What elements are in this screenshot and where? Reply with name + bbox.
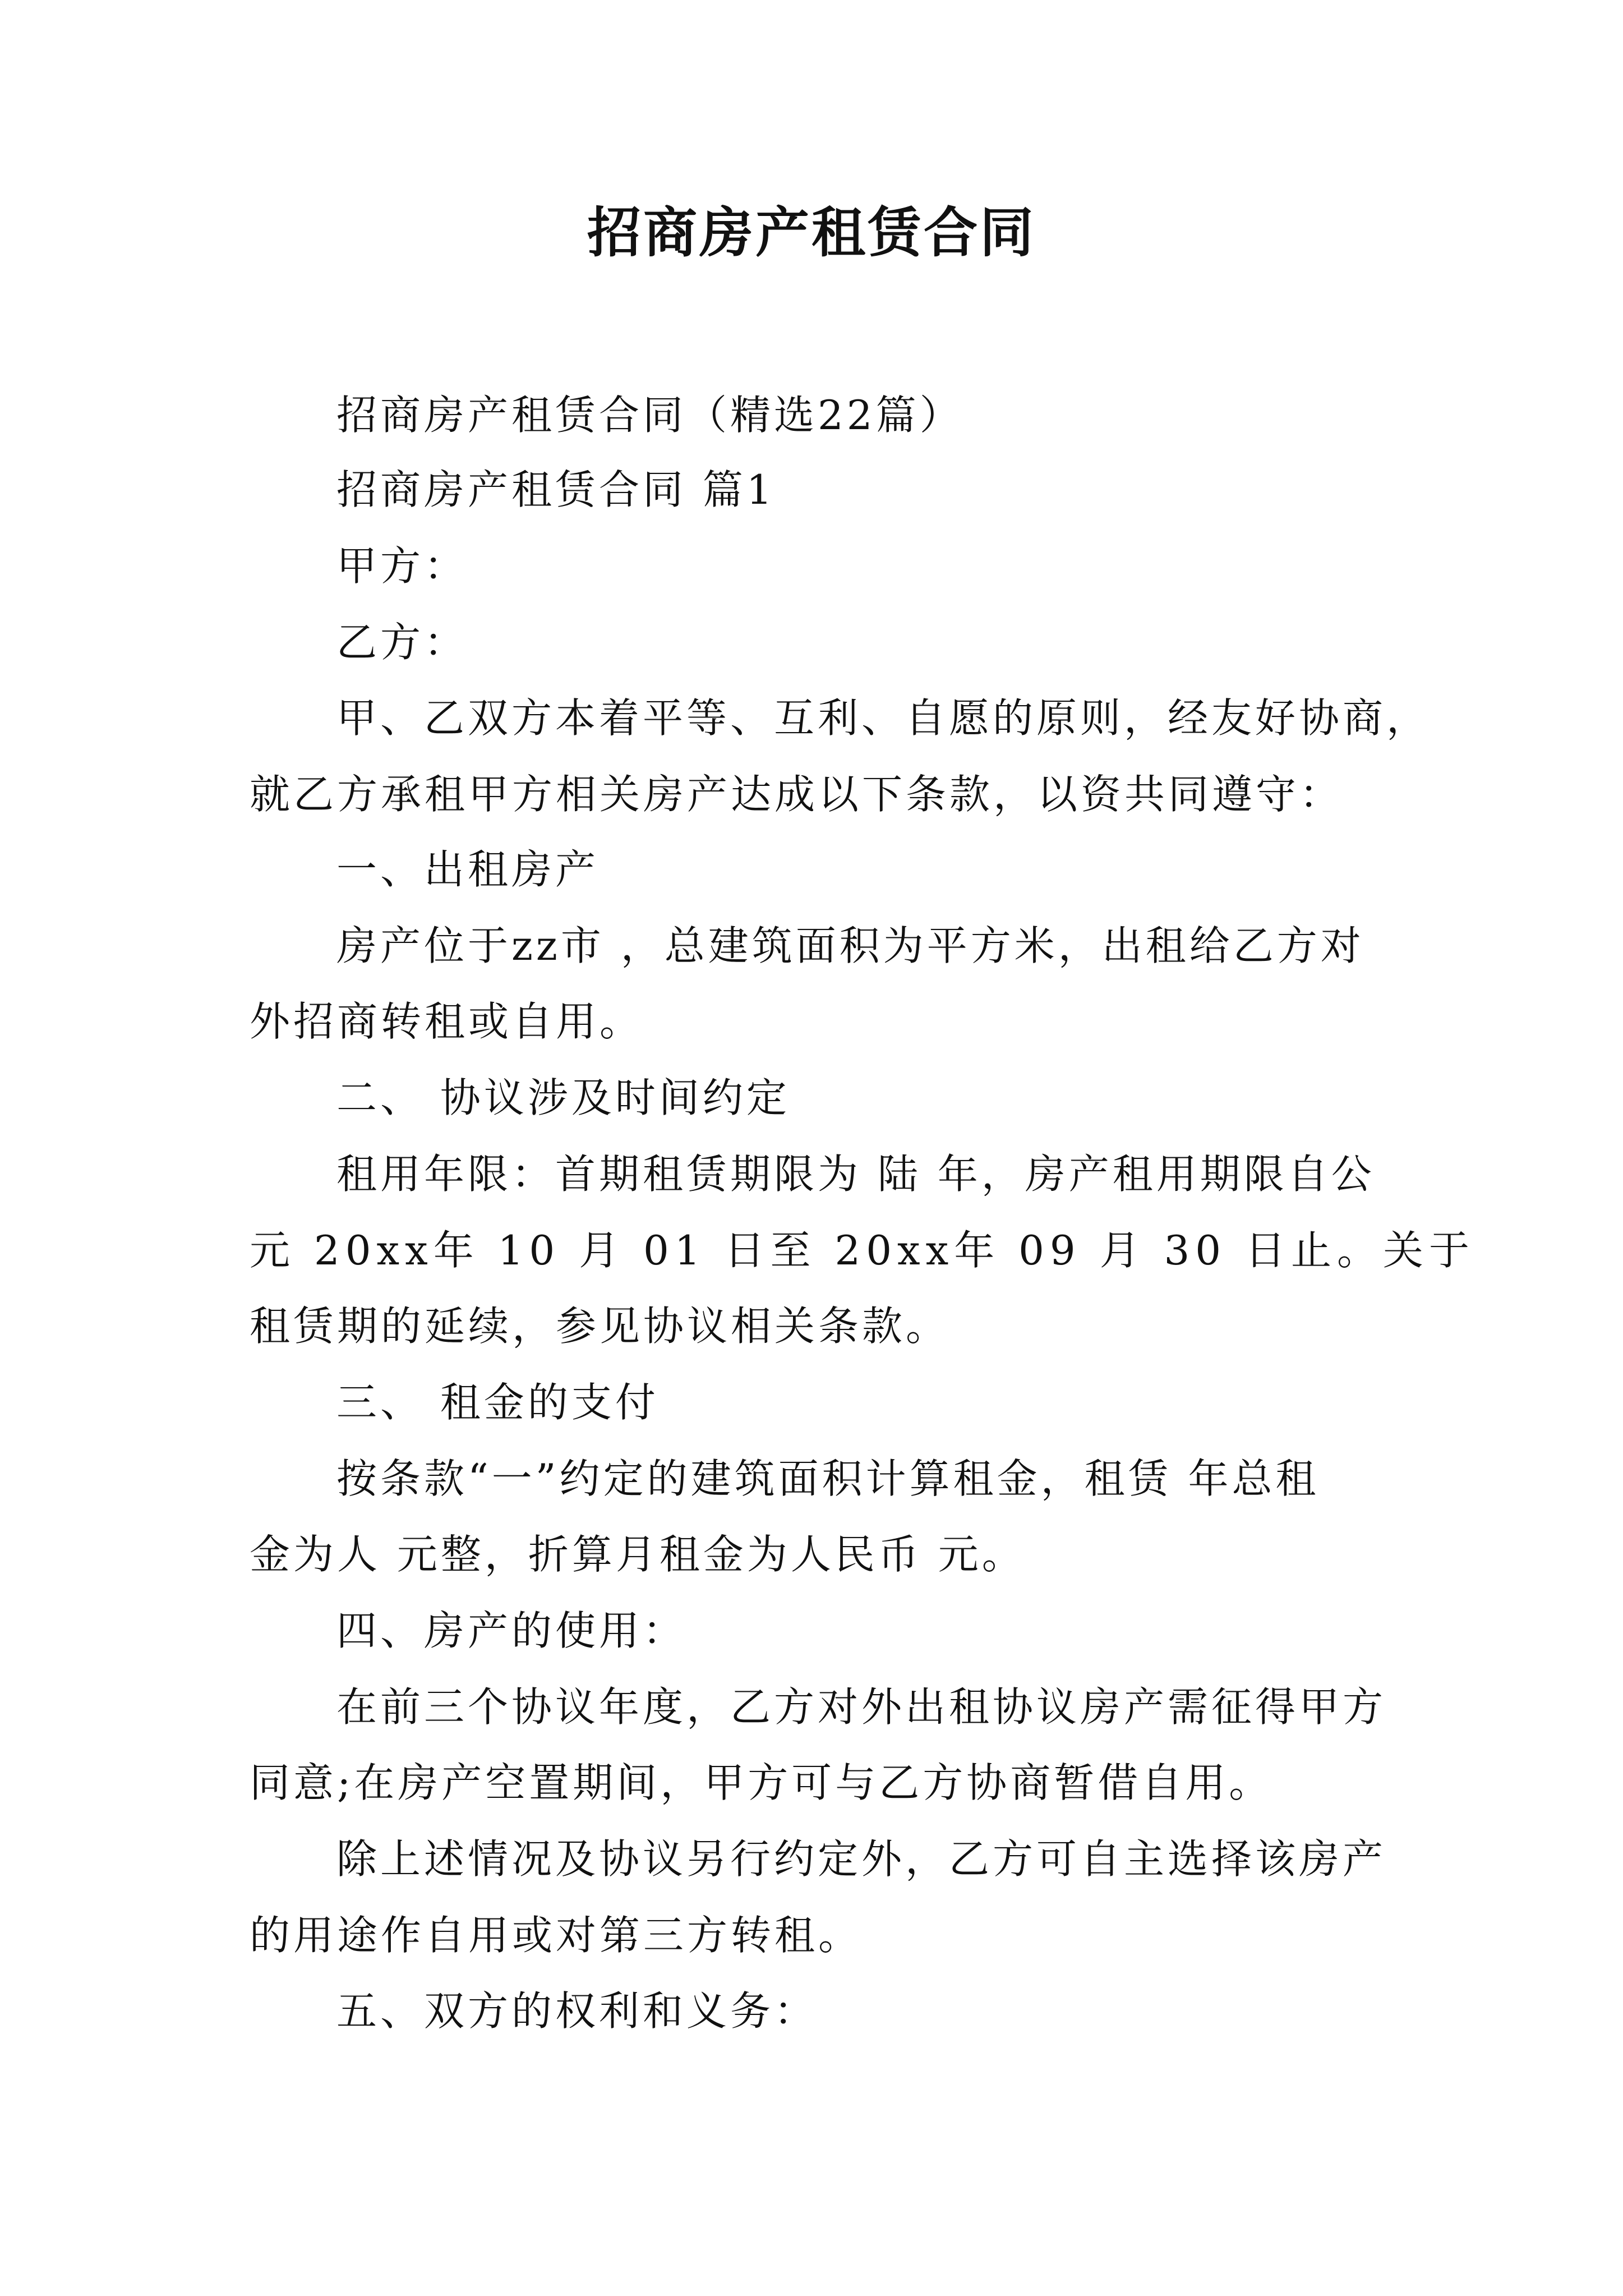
- paragraph-line: 在前三个协议年度，乙方对外出租协议房产需征得甲方: [336, 1683, 1387, 1731]
- paragraph-line: 元 20xx年 10 月 01 日至 20xx年 09 月 30 日止。关于: [250, 1227, 1475, 1274]
- document-title: 招商房产租赁合同: [587, 201, 1036, 264]
- paragraph-line: 就乙方承租甲方相关房产达成以下条款，以资共同遵守：: [250, 771, 1344, 818]
- paragraph-line: 同意;在房产空置期间，甲方可与乙方协商暂借自用。: [250, 1759, 1273, 1806]
- clause-heading: 一、出租房产: [336, 846, 600, 893]
- clause-heading: 五、双方的权利和义务：: [336, 1987, 818, 2035]
- paragraph-line: 租赁期的延续，参见协议相关条款。: [250, 1303, 950, 1350]
- paragraph-line: 租用年限：首期租赁期限为 陆 年，房产租用期限自公: [336, 1151, 1375, 1198]
- party-a-line: 甲方：: [336, 542, 468, 590]
- clause-heading: 四、房产的使用：: [336, 1607, 687, 1654]
- paragraph-line: 房产位于zz市 ，总建筑面积为平方米，出租给乙方对: [336, 922, 1364, 969]
- paragraph-line: 金为人 元整，折算月租金为人民币 元。: [250, 1531, 1026, 1578]
- paragraph-line: 除上述情况及协议另行约定外，乙方可自主选择该房产: [336, 1835, 1387, 1883]
- paragraph-line: 甲、乙双方本着平等、互利、自愿的原则，经友好协商，: [336, 694, 1431, 742]
- paragraph-line: 的用途作自用或对第三方转租。: [250, 1912, 863, 1959]
- subtitle-line: 招商房产租赁合同（精选22篇）: [336, 392, 963, 439]
- clause-heading: 三、 租金的支付: [336, 1379, 659, 1426]
- paragraph-line: 按条款“一”约定的建筑面积计算租金，租赁 年总租: [336, 1455, 1320, 1502]
- clause-heading: 二、 协议涉及时间约定: [336, 1074, 790, 1121]
- party-b-line: 乙方：: [336, 619, 468, 666]
- section-heading: 招商房产租赁合同 篇1: [336, 466, 776, 513]
- paragraph-line: 外招商转租或自用。: [250, 998, 644, 1045]
